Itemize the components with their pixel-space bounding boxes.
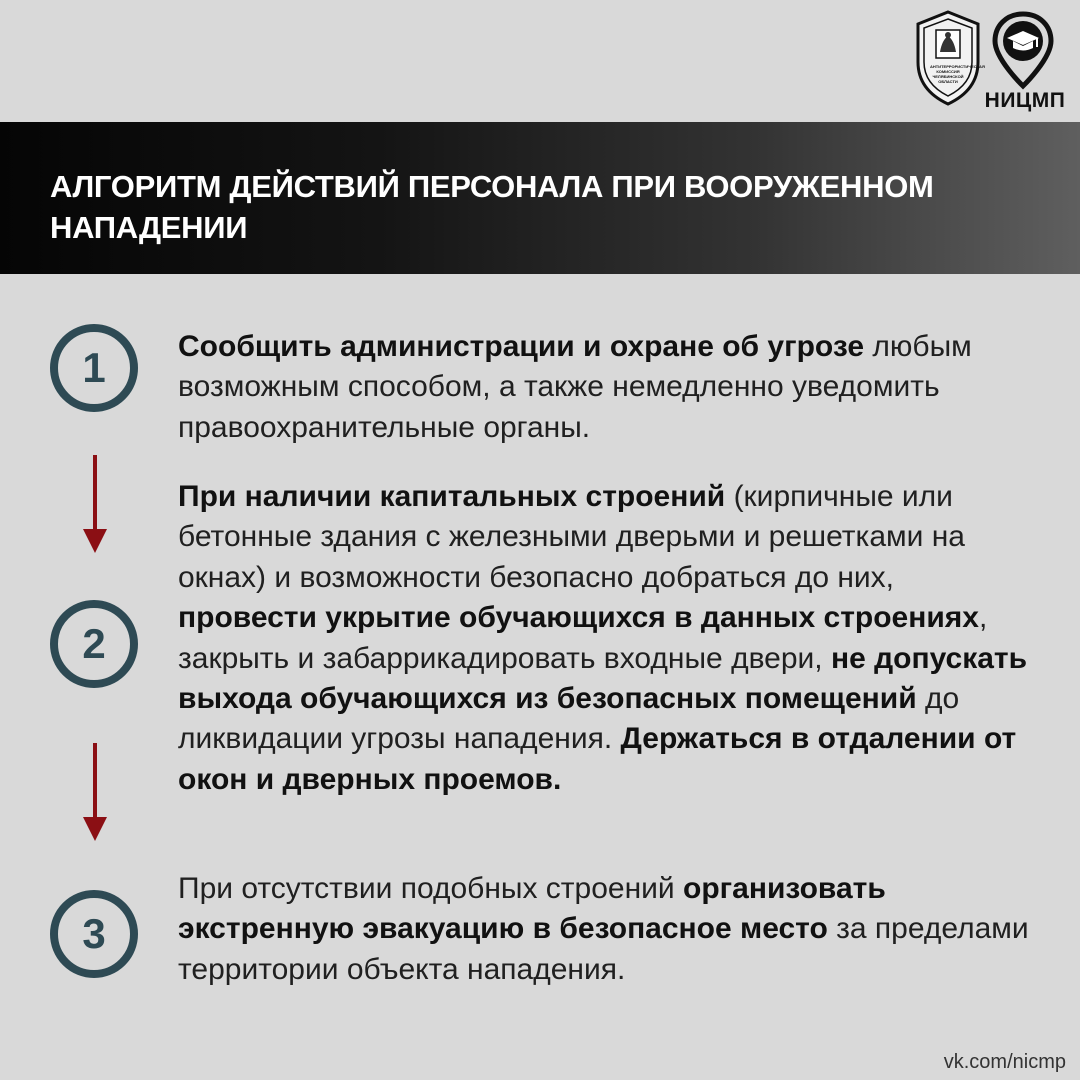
title-line-2: НАПАДЕНИИ	[50, 210, 248, 245]
step-1-text	[178, 327, 1038, 448]
step-2-text	[178, 477, 1038, 800]
footer-link[interactable]: vk.com/nicmp	[943, 1051, 1066, 1073]
step-1-body: любым возможным способом, а также немедленно уведомить правоохранительные органы.	[178, 330, 972, 444]
step-3-text	[178, 869, 1038, 990]
arrow-down-icon	[80, 743, 110, 843]
arrow-down-icon	[80, 455, 110, 555]
step-3-number: 3	[82, 910, 106, 957]
step-2-body-2: , закрыть и забаррикадировать входные двери,	[178, 601, 988, 675]
step-2-number: 2	[82, 620, 106, 667]
step-2-body-1: (кирпичные или бетонные здания с железными дверьми и решетками на окнах) и возможности безопасно добраться до них,	[178, 480, 965, 594]
nicmp-pin-icon	[990, 10, 1056, 90]
shield-caption: АНТИТЕРРОРИСТИЧЕСКАЯ КОМИССИЯ ЧЕЛЯБИНСКОЙ ОБЛАСТИ	[930, 64, 985, 84]
page-title	[50, 166, 1030, 248]
step-1-bold: Сообщить администрации и охране об угрозе	[178, 330, 865, 363]
step-3-body-2: за пределами территории объекта нападения.	[178, 912, 1029, 986]
commission-shield-logo	[916, 10, 985, 106]
step-2-body-3: до ликвидации угрозы нападения.	[178, 682, 960, 756]
brand-name: НИЦМП	[984, 89, 1066, 112]
header-banner	[0, 122, 1080, 274]
step-2-bold-4: Держаться в отдалении от окон и дверных проемов.	[178, 722, 1017, 796]
step-2-bold-2: провести укрытие обучающихся в данных строениях	[178, 601, 979, 635]
step-3-bold: организовать экстренную эвакуацию в безопасное место	[178, 872, 886, 946]
title-line-1: АЛГОРИТМ ДЕЙСТВИЙ ПЕРСОНАЛА ПРИ ВООРУЖЕННОМ	[50, 169, 934, 204]
step-2-bold-1: При наличии капитальных строений	[178, 480, 726, 513]
step-1-number: 1	[82, 344, 106, 391]
logos	[916, 10, 1066, 110]
step-3-body-1: При отсутствии подобных строений	[178, 872, 684, 905]
step-2-bold-3: не допускать выхода обучающихся из безопасных помещений	[178, 641, 1028, 716]
